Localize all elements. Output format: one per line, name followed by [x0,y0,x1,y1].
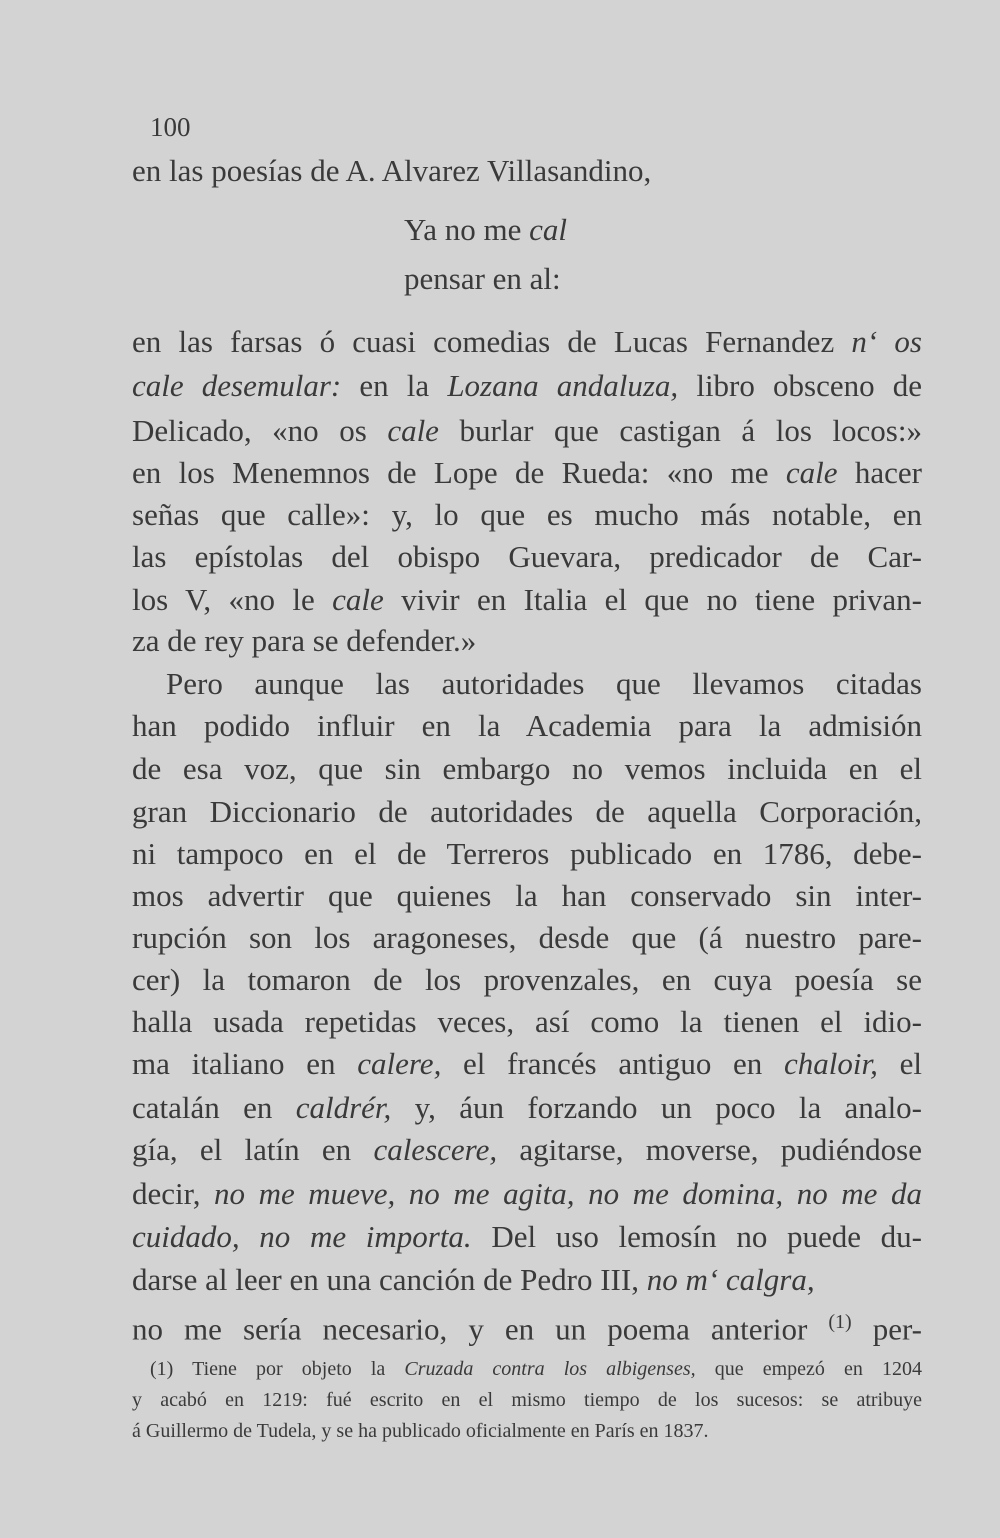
body-line [132,456,922,490]
line-text: catalán en [132,1090,296,1125]
body-line [132,498,922,532]
italic-term: chaloir, [784,1046,878,1081]
line-text: darse al leer en una canción de Pedro III, [132,1262,647,1297]
line-text: el [877,1046,922,1081]
italic-term: cale [387,413,439,448]
line-text: ni tampoco en el de Terreros publicado en 1786, debe- [132,836,922,871]
body-line [132,1005,922,1039]
body-line [132,1305,922,1346]
line-text: en la [341,368,448,403]
footnote-text: que empezó en 1204 [695,1358,922,1380]
line-text: Pero aunque las autoridades que llevamos citadas [166,666,922,701]
line-text: vivir en Italia el que no tiene privan- [383,582,922,617]
page-number: 100 [150,112,191,142]
footnote-text: á Guillermo de Tudela, y se ha publicado oficialmente en París en 1837. [132,1420,709,1442]
footnote-italic-title: Cruzada contra los albigenses, [404,1358,696,1380]
italic-term: caldrér, [295,1090,392,1125]
line-text: los V, «no le [132,582,333,617]
line-text: gran Diccionario de autoridades de aquella Corporación, [132,794,922,829]
footnote-line [132,1420,922,1442]
body-line [132,1177,922,1211]
line-text: agitarse, moverse, pudiéndose [497,1132,922,1167]
footnote-line [132,1389,922,1411]
line-text: per- [851,1311,922,1347]
italic-term: calere, [357,1046,442,1081]
body-line [132,1220,922,1254]
footnote-text: (1) Tiene por objeto la [150,1358,405,1380]
body-line [132,709,922,743]
line-text: za de rey para se defender.» [132,623,477,658]
body-line [132,963,922,997]
body-line [132,325,922,359]
line-text: burlar que castigan á los locos:» [438,413,922,448]
line-text: rupción son los aragoneses, desde que (á nuestro pare- [132,920,922,955]
body-line [132,540,922,574]
body-line [132,624,922,658]
line-text: hacer [837,455,922,490]
italic-term: no m‘ calgra, [646,1262,815,1297]
italic-term: cale [332,582,384,617]
line-text: en las farsas ó cuasi comedias de Lucas Fernandez [132,324,852,359]
italic-term: cale desemular: [132,368,342,403]
body-line [132,1133,922,1167]
line-text: mos advertir que quienes la han conservado sin inter- [132,878,922,913]
italic-term: calescere, [373,1132,498,1167]
verse-italic-word: cal [529,212,568,247]
body-line [132,1263,922,1297]
line-text: no me sería necesario, y en un poema anterior [132,1311,829,1347]
verse-text: Ya no me [404,212,530,247]
body-line [132,1091,922,1125]
line-text: ma italiano en [132,1046,358,1081]
verse-line-2: pensar en al: [404,261,561,296]
line-text: libro obsceno de [678,368,922,403]
intro-line: en las poesías de A. Alvarez Villasandino, [132,153,652,188]
line-text: y, áun forzando un poco la analo- [391,1090,923,1125]
line-text: de esa voz, que sin embargo no vemos incluida en el [132,751,922,786]
body-line [132,1047,922,1081]
line-text: gía, el latín en [132,1132,374,1167]
line-text: halla usada repetidas veces, así como la tienen el idio- [132,1004,922,1039]
body-line [132,369,922,403]
line-text: Del uso lemosín no puede du- [471,1219,922,1254]
line-text: decir, [132,1176,215,1211]
footnote-line [150,1358,922,1380]
footnote-text: y acabó en 1219: fué escrito en el mismo tiempo de los sucesos: se atribuye [132,1389,922,1411]
italic-term: no me mueve, no me agita, no me domina, no me da [214,1176,922,1211]
footnote-marker: (1) [828,1311,852,1333]
italic-term: n‘ os [851,324,922,359]
verse-line-1 [404,213,567,247]
line-text: han podido influir en la Academia para la admisión [132,708,922,743]
body-line [132,752,922,786]
italic-term: cuidado, no me importa. [132,1219,472,1254]
body-line [132,879,922,913]
line-text: el francés antiguo en [441,1046,785,1081]
body-line [132,921,922,955]
body-line [132,583,922,617]
italic-term: cale [785,455,838,490]
body-line [132,795,922,829]
line-text: Delicado, «no os [132,413,388,448]
italic-term: Lozana andaluza, [447,368,679,403]
line-text: en los Menemnos de Lope de Rueda: «no me [132,455,786,490]
body-line [166,667,922,701]
body-line [132,837,922,871]
line-text: cer) la tomaron de los provenzales, en cuya poesía se [132,962,922,997]
body-line [132,414,922,448]
line-text: las epístolas del obispo Guevara, predicador de Car- [132,539,922,574]
line-text: señas que calle»: y, lo que es mucho más notable, en [132,497,922,532]
